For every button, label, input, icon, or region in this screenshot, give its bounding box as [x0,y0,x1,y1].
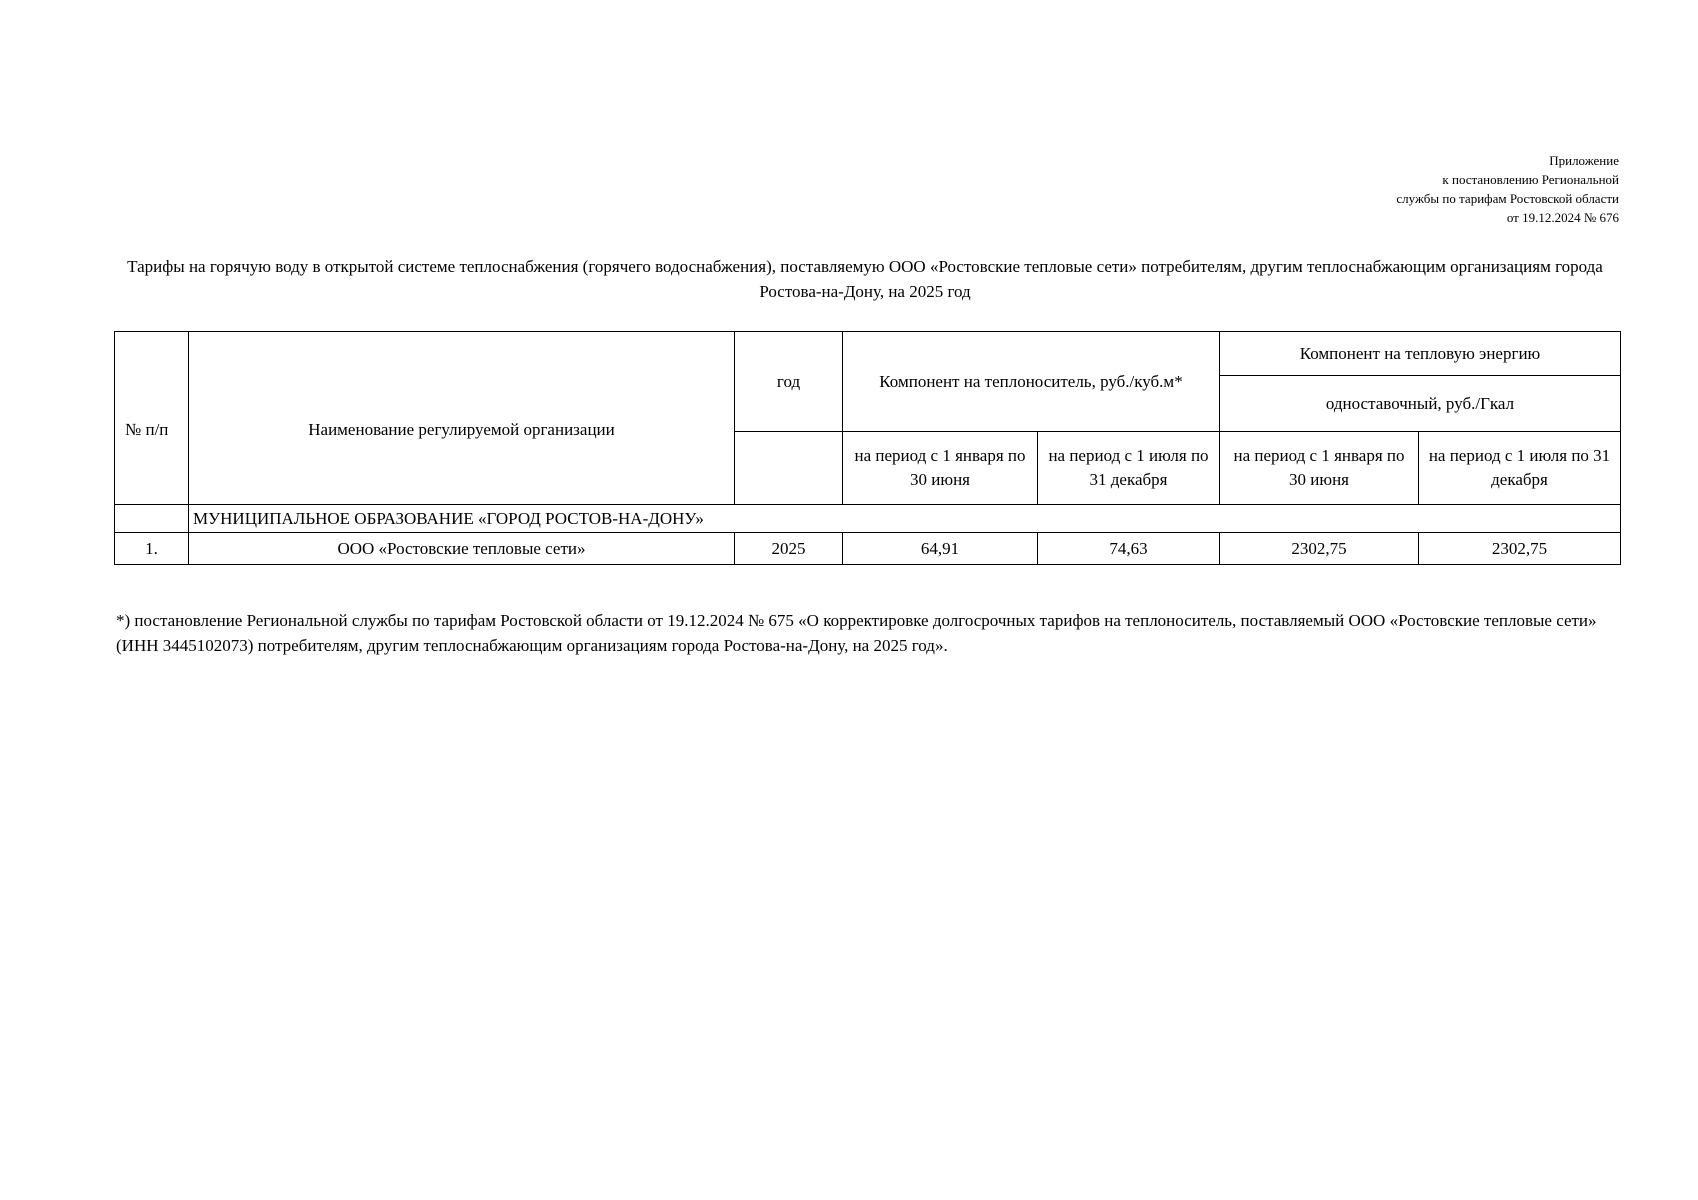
annex-line-3: службы по тарифам Ростовской области [1396,191,1619,206]
header-year-empty [735,432,843,505]
annex-line-2: к постановлению Региональной [1442,172,1619,187]
table-row [115,533,1621,565]
footnote: *) постановление Региональной службы по тарифам Ростовской области от 19.12.2024 № 675 «О корректировке долгосрочных тарифов на теплоноситель, поставляемый ООО «Ростовские тепловые сети» (ИНН 3445102073) потребителям, другим теплоснабжающим организациям города Ростова-на-Дону, на 2025 год». [116,611,1597,655]
header-org-name: Наименование регулируемой организации [189,332,735,505]
header-coolant-h1: на период с 1 января по 30 июня [843,432,1038,505]
header-heat-h2: на период с 1 июля по 31 декабря [1419,432,1621,505]
header-num: № п/п [115,332,189,505]
header-coolant-h2: на период с 1 июля по 31 декабря [1038,432,1220,505]
row-heat-h2: 2302,75 [1419,533,1621,565]
row-coolant-h2: 74,63 [1038,533,1220,565]
row-coolant-h1: 64,91 [843,533,1038,565]
annex-line-1: Приложение [1549,153,1619,168]
row-heat-h1: 2302,75 [1220,533,1419,565]
header-year: год [735,332,843,432]
annex-block [1219,151,1619,227]
header-row-1 [115,332,1621,376]
header-heat-h1: на период с 1 января по 30 июня [1220,432,1419,505]
municipality-num-empty [115,505,189,533]
annex-line-4: от 19.12.2024 № 676 [1506,210,1619,225]
municipality-row [115,505,1621,533]
header-heat-component: Компонент на тепловую энергию [1220,332,1621,376]
municipality-name: МУНИЦИПАЛЬНОЕ ОБРАЗОВАНИЕ «ГОРОД РОСТОВ-НА-ДОНУ» [189,505,1621,533]
row-org-name: ООО «Ростовские тепловые сети» [189,533,735,565]
row-year: 2025 [735,533,843,565]
header-single-rate: одноставочный, руб./Гкал [1220,376,1621,432]
header-coolant-component: Компонент на теплоноситель, руб./куб.м* [843,332,1220,432]
tariffs-table [114,331,1621,565]
document-title: Тарифы на горячую воду в открытой системе теплоснабжения (горячего водоснабжения), поставляемую ООО «Ростовские тепловые сети» потребителям, другим теплоснабжающим организациям города Ростова-на-Дону, на 2025 год [127,257,1603,301]
row-num: 1. [115,533,189,565]
